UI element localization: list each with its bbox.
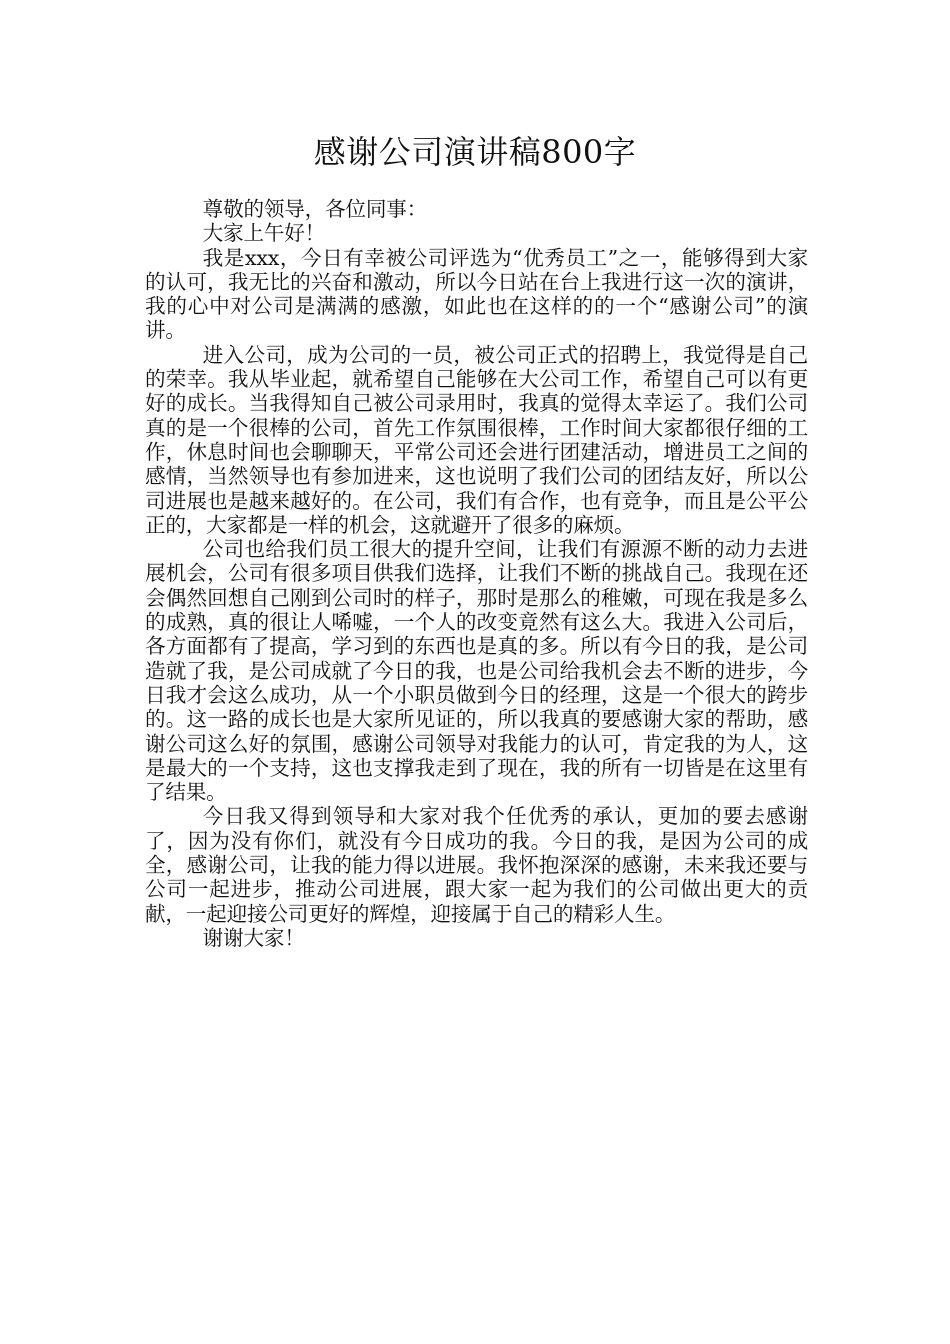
closing: 谢谢大家！ <box>202 925 305 950</box>
document-body <box>145 197 808 950</box>
document-title: 感谢公司演讲稿800字 <box>313 133 637 171</box>
greeting: 大家上午好！ <box>202 221 326 246</box>
paragraph: 我是xxx，今日有幸被公司评选为“优秀员工”之一，能够得到大家的认可，我无比的兴奋和激动，所以今日站在台上我进行这一次的演讲，我的心中对公司是满满的感激，如此也在这样的的一个“感谢公司”的演讲。 <box>145 245 808 343</box>
paragraph: 今日我又得到领导和大家对我个任优秀的承认，更加的要去感谢了，因为没有你们，就没有今日成功的我。今日的我，是因为公司的成全，感谢公司，让我的能力得以进展。我怀抱深深的感谢，未来我还要与公司一起进步，推动公司进展，跟大家一起为我们的公司做出更大的贡献，一起迎接公司更好的辉煌，迎接属于自己的精彩人生。 <box>145 804 808 926</box>
salutation: 尊敬的领导，各位同事： <box>202 197 428 221</box>
paragraph: 公司也给我们员工很大的提升空间，让我们有源源不断的动力去进展机会，公司有很多项目供我们选择，让我们不断的挑战自己。我现在还会偶然回想自己刚到公司时的样子，那时是那么的稚嫩，可现在我是多么的成熟，真的很让人唏嘘，一个人的改变竟然有这么大。我进入公司后，各方面都有了提高，学习到的东西也是真的多。所以有今日的我，是公司造就了我，是公司成就了今日的我，也是公司给我机会去不断的进步，今日我才会这么成功，从一个小职员做到今日的经理，这是一个很大的跨步的。这一路的成长也是大家所见证的，所以我真的要感谢大家的帮助，感谢公司这么好的氛围，感谢公司领导对我能力的认可，肯定我的为人，这是最大的一个支持，这也支撑我走到了现在，我的所有一切皆是在这里有了结果。 <box>145 537 808 805</box>
paragraph: 进入公司，成为公司的一员，被公司正式的招聘上，我觉得是自己的荣幸。我从毕业起，就希望自己能够在大公司工作，希望自己可以有更好的成长。当我得知自己被公司录用时，我真的觉得太幸运了。我们公司真的是一个很棒的公司，首先工作氛围很棒，工作时间大家都很仔细的工作，休息时间也会聊聊天，平常公司还会进行团建活动，增进员工之间的感情，当然领导也有参加进来，这也说明了我们公司的团结友好，所以公司进展也是越来越好的。在公司，我们有合作，也有竞争，而且是公平公正的，大家都是一样的机会，这就避开了很多的麻烦。 <box>145 342 808 537</box>
